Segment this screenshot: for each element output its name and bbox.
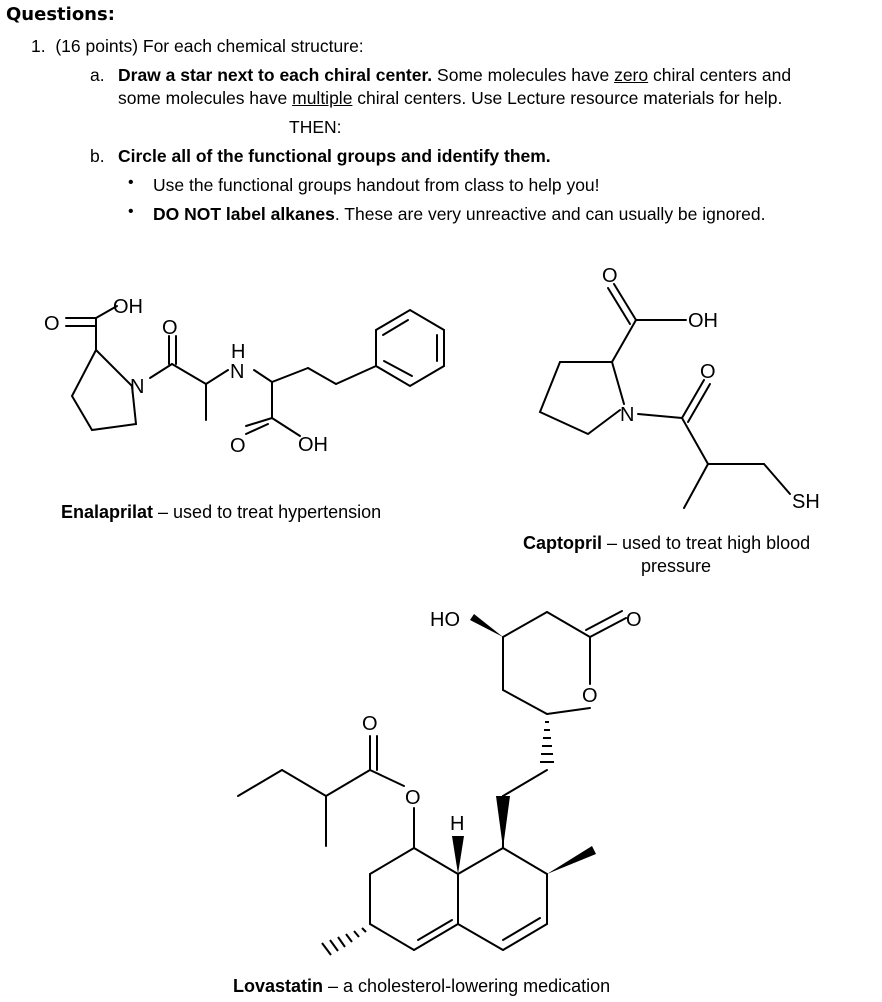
bullet-icon: • <box>128 174 134 191</box>
atom-label: H <box>231 341 246 363</box>
lovastatin-name: Lovastatin <box>233 976 324 996</box>
enalaprilat-name: Enalaprilat <box>61 502 154 522</box>
atom-label: OH <box>113 296 143 318</box>
part-a-bold: Draw a star next to each chiral center. <box>118 65 433 85</box>
enalaprilat-structure <box>66 306 444 436</box>
atom-label: SH <box>792 491 820 513</box>
atom-label: O <box>162 317 178 339</box>
bullet-icon: • <box>128 203 134 220</box>
then-label: THEN: <box>289 117 342 137</box>
bullet-2-bold: DO NOT label alkanes <box>153 204 335 224</box>
atom-label: HO <box>430 609 460 631</box>
part-b-label: b. <box>90 146 105 166</box>
part-a-text-1: Some molecules have <box>432 65 615 85</box>
atom-label: OH <box>688 310 718 332</box>
captopril-name: Captopril <box>523 533 602 553</box>
bullet-1-text: Use the functional groups handout from class to help you! <box>153 175 600 195</box>
atom-label: O <box>230 435 246 457</box>
atom-label: O <box>362 713 378 735</box>
lovastatin-desc: – a cholesterol-lowering medication <box>323 976 611 996</box>
part-a-label: a. <box>90 65 105 85</box>
atom-label: N <box>130 376 145 398</box>
atom-label: N <box>620 404 635 426</box>
atom-label: O <box>602 265 618 287</box>
atom-label: OH <box>298 434 328 456</box>
captopril-structure <box>540 284 790 508</box>
atom-label: O <box>582 685 598 707</box>
part-a-zero: zero <box>614 65 649 85</box>
questions-heading: Questions: <box>6 4 115 25</box>
atom-label: O <box>626 609 642 631</box>
question-intro: (16 points) For each chemical structure: <box>55 36 364 56</box>
atom-label: O <box>700 361 716 383</box>
atom-label: O <box>44 313 60 335</box>
bullet-2-text: . These are very unreactive and can usually be ignored. <box>334 204 766 224</box>
lovastatin-structure <box>238 611 626 950</box>
part-a-text-2: chiral centers and <box>648 65 792 85</box>
captopril-desc-2: pressure <box>641 556 712 576</box>
part-a-multiple: multiple <box>292 88 353 108</box>
part-a-text-4: chiral centers. Use Lecture resource materials for help. <box>352 88 783 108</box>
part-a-text-3: some molecules have <box>118 88 293 108</box>
captopril-desc: – used to treat high blood <box>602 533 811 553</box>
enalaprilat-desc: – used to treat hypertension <box>153 502 382 522</box>
part-b-bold: Circle all of the functional groups and identify them. <box>118 146 551 166</box>
atom-label: N <box>230 361 245 383</box>
atom-label: O <box>405 787 421 809</box>
question-number: 1. <box>31 36 46 56</box>
atom-label: H <box>450 813 465 835</box>
